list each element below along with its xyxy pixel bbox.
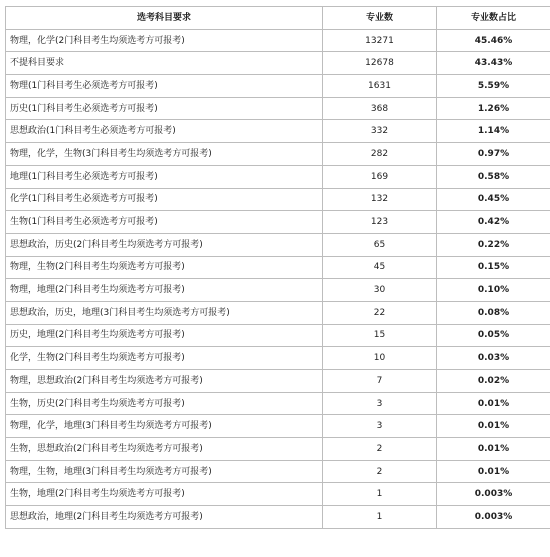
major-share-cell: 0.10% bbox=[437, 279, 550, 302]
requirement-cell: 生物(1门科目考生必须选考方可报考) bbox=[6, 211, 323, 234]
requirement-cell: 生物，思想政治(2门科目考生均须选考方可报考) bbox=[6, 438, 323, 461]
header-requirement: 选考科目要求 bbox=[6, 7, 323, 30]
major-share-cell: 0.01% bbox=[437, 415, 550, 438]
requirement-cell: 物理，化学，地理(3门科目考生均须选考方可报考) bbox=[6, 415, 323, 438]
major-count-cell: 1631 bbox=[323, 75, 437, 98]
table-row bbox=[6, 506, 550, 529]
major-share-cell: 0.01% bbox=[437, 460, 550, 483]
major-share-cell: 5.59% bbox=[437, 75, 550, 98]
requirement-cell: 生物，地理(2门科目考生均须选考方可报考) bbox=[6, 483, 323, 506]
major-count-cell: 10 bbox=[323, 347, 437, 370]
major-count-cell: 13271 bbox=[323, 29, 437, 52]
major-count-cell: 123 bbox=[323, 211, 437, 234]
major-share-cell: 0.05% bbox=[437, 324, 550, 347]
major-count-cell: 332 bbox=[323, 120, 437, 143]
major-share-cell: 45.46% bbox=[437, 29, 550, 52]
requirement-cell: 化学，生物(2门科目考生均须选考方可报考) bbox=[6, 347, 323, 370]
requirement-cell: 历史，地理(2门科目考生均须选考方可报考) bbox=[6, 324, 323, 347]
requirement-cell: 物理，思想政治(2门科目考生均须选考方可报考) bbox=[6, 370, 323, 393]
table-row bbox=[6, 165, 550, 188]
header-major-count: 专业数 bbox=[323, 7, 437, 30]
header-major-share: 专业数占比 bbox=[437, 7, 550, 30]
major-count-cell: 368 bbox=[323, 97, 437, 120]
major-count-cell: 1 bbox=[323, 483, 437, 506]
table-row bbox=[6, 188, 550, 211]
major-share-cell: 0.58% bbox=[437, 165, 550, 188]
table-row bbox=[6, 347, 550, 370]
table-row bbox=[6, 97, 550, 120]
table-row bbox=[6, 52, 550, 75]
major-count-cell: 132 bbox=[323, 188, 437, 211]
major-share-cell: 1.14% bbox=[437, 120, 550, 143]
requirement-cell: 地理(1门科目考生必须选考方可报考) bbox=[6, 165, 323, 188]
table-row bbox=[6, 75, 550, 98]
table-row bbox=[6, 301, 550, 324]
major-count-cell: 30 bbox=[323, 279, 437, 302]
requirement-cell: 物理，地理(2门科目考生均须选考方可报考) bbox=[6, 279, 323, 302]
requirement-cell: 物理，生物，地理(3门科目考生均须选考方可报考) bbox=[6, 460, 323, 483]
major-count-cell: 7 bbox=[323, 370, 437, 393]
requirement-cell: 思想政治，历史(2门科目考生均须选考方可报考) bbox=[6, 233, 323, 256]
requirement-cell: 物理(1门科目考生必须选考方可报考) bbox=[6, 75, 323, 98]
table-row bbox=[6, 438, 550, 461]
major-count-cell: 22 bbox=[323, 301, 437, 324]
requirement-cell: 生物，历史(2门科目考生均须选考方可报考) bbox=[6, 392, 323, 415]
major-share-cell: 0.003% bbox=[437, 483, 550, 506]
major-count-cell: 15 bbox=[323, 324, 437, 347]
table-row bbox=[6, 392, 550, 415]
major-share-cell: 0.01% bbox=[437, 438, 550, 461]
table-row bbox=[6, 460, 550, 483]
major-share-cell: 0.01% bbox=[437, 392, 550, 415]
requirement-cell: 思想政治(1门科目考生必须选考方可报考) bbox=[6, 120, 323, 143]
major-count-cell: 2 bbox=[323, 438, 437, 461]
table-row bbox=[6, 211, 550, 234]
requirement-cell: 物理，化学(2门科目考生均须选考方可报考) bbox=[6, 29, 323, 52]
major-share-cell: 0.08% bbox=[437, 301, 550, 324]
table-row bbox=[6, 279, 550, 302]
requirement-cell: 思想政治，历史，地理(3门科目考生均须选考方可报考) bbox=[6, 301, 323, 324]
table-row bbox=[6, 483, 550, 506]
major-count-cell: 1 bbox=[323, 506, 437, 529]
requirement-cell: 化学(1门科目考生必须选考方可报考) bbox=[6, 188, 323, 211]
table-row bbox=[6, 233, 550, 256]
table-row bbox=[6, 370, 550, 393]
major-share-cell: 0.22% bbox=[437, 233, 550, 256]
major-count-cell: 45 bbox=[323, 256, 437, 279]
major-share-cell: 0.03% bbox=[437, 347, 550, 370]
major-share-cell: 1.26% bbox=[437, 97, 550, 120]
major-count-cell: 3 bbox=[323, 415, 437, 438]
table-row bbox=[6, 143, 550, 166]
table-row bbox=[6, 29, 550, 52]
major-count-cell: 169 bbox=[323, 165, 437, 188]
requirement-cell: 物理，生物(2门科目考生均须选考方可报考) bbox=[6, 256, 323, 279]
table-header-row bbox=[6, 7, 550, 30]
major-share-cell: 0.02% bbox=[437, 370, 550, 393]
major-count-cell: 282 bbox=[323, 143, 437, 166]
subject-requirements-table bbox=[5, 6, 550, 529]
major-share-cell: 0.42% bbox=[437, 211, 550, 234]
requirement-cell: 不提科目要求 bbox=[6, 52, 323, 75]
requirement-cell: 历史(1门科目考生必须选考方可报考) bbox=[6, 97, 323, 120]
table-row bbox=[6, 415, 550, 438]
major-share-cell: 0.15% bbox=[437, 256, 550, 279]
table-row bbox=[6, 256, 550, 279]
requirement-cell: 思想政治，地理(2门科目考生均须选考方可报考) bbox=[6, 506, 323, 529]
major-count-cell: 12678 bbox=[323, 52, 437, 75]
major-count-cell: 2 bbox=[323, 460, 437, 483]
major-share-cell: 0.45% bbox=[437, 188, 550, 211]
requirement-cell: 物理，化学，生物(3门科目考生均须选考方可报考) bbox=[6, 143, 323, 166]
major-count-cell: 3 bbox=[323, 392, 437, 415]
table-row bbox=[6, 324, 550, 347]
table-row bbox=[6, 120, 550, 143]
major-share-cell: 0.003% bbox=[437, 506, 550, 529]
major-share-cell: 43.43% bbox=[437, 52, 550, 75]
major-count-cell: 65 bbox=[323, 233, 437, 256]
major-share-cell: 0.97% bbox=[437, 143, 550, 166]
